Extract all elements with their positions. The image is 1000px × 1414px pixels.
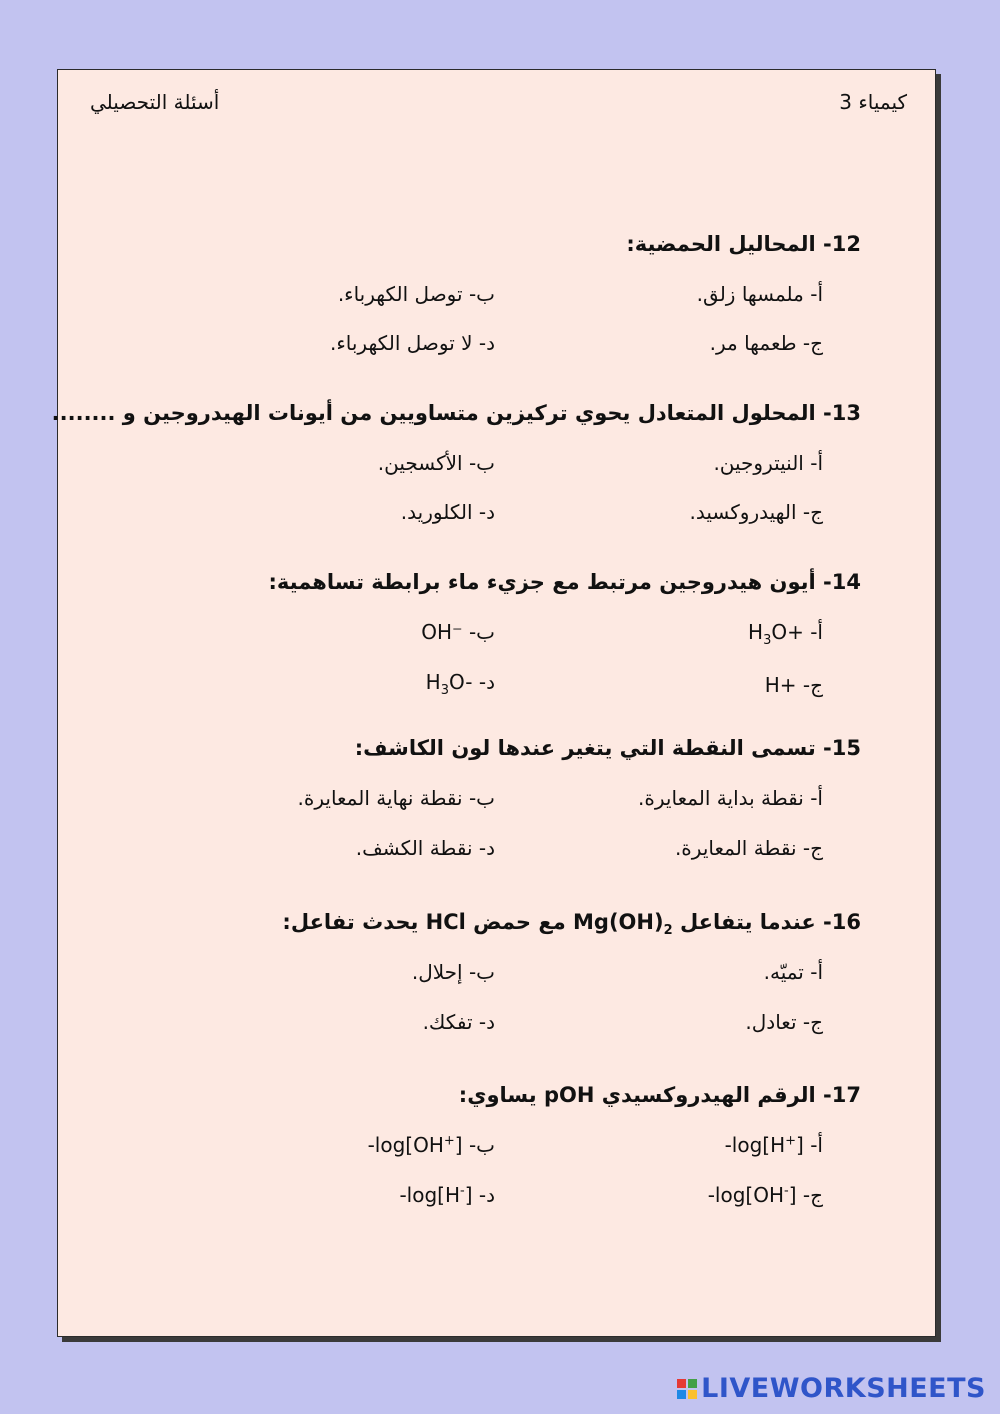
q14-option-d[interactable] [426, 670, 495, 698]
q12-option-c[interactable]: ج- طعمها مر. [709, 331, 823, 355]
q14-option-c[interactable] [765, 673, 823, 697]
section-title: أسئلة التحصيلي [90, 90, 220, 114]
q13-option-d[interactable]: د- الكلوريد. [400, 500, 495, 524]
question-17-stem: 17- الرقم الهيدروكسيدي pOH يساوي: [458, 1083, 861, 1107]
q17-option-c-prefix: ج- [802, 1183, 823, 1207]
q17-option-d-prefix: د- [478, 1183, 495, 1207]
q17-option-b-prefix: ب- [468, 1133, 495, 1157]
q15-option-a[interactable]: أ- نقطة بداية المعايرة. [638, 786, 823, 810]
question-14-stem: 14- أيون هيدروجين مرتبط مع جزيء ماء برابطة تساهمية: [268, 570, 861, 594]
question-15-stem: 15- تسمى النقطة التي يتغير عندها لون الكاشف: [354, 736, 861, 760]
q14-option-c-formula: H+ [764, 673, 797, 697]
hcl-formula: HCl [425, 910, 466, 934]
q17-option-b-formula: -log[OH+] [367, 1133, 463, 1157]
question-13-stem: 13- المحلول المتعادل يحوي تركيزين متساويين من أيونات الهيدروجين و ........ [51, 401, 861, 425]
magnesium-hydroxide-formula: $Mg(OH)_2$ [573, 910, 673, 939]
question-12-stem: 12- المحاليل الحمضية: [626, 232, 861, 256]
q16-option-b[interactable]: ب- إحلال. [411, 960, 495, 984]
q12-option-d[interactable]: د- لا توصل الكهرباء. [330, 331, 495, 355]
worksheet-page [51, 69, 936, 1337]
q16-option-c[interactable]: ج- تعادل. [745, 1010, 823, 1034]
q13-option-a[interactable]: أ- النيتروجين. [713, 451, 823, 475]
q17-option-d-formula: -log[H-] [399, 1183, 473, 1207]
q15-option-c[interactable]: ج- نقطة المعايرة. [674, 836, 823, 860]
q15-option-b[interactable]: ب- نقطة نهاية المعايرة. [297, 786, 495, 810]
liveworksheets-icon [677, 1379, 697, 1399]
q14-option-a-prefix: أ- [810, 620, 823, 644]
q17-option-b[interactable] [368, 1133, 495, 1157]
q14-option-b[interactable] [421, 620, 495, 644]
question-16-stem: 16- عندما يتفاعل $Mg(OH)_2$ مع حمض HCl يحدث تفاعل: [282, 910, 861, 939]
q14-option-d-formula: $H_3O-$ [425, 670, 473, 698]
q16-option-a[interactable]: أ- تميّه. [763, 960, 823, 984]
q14-option-a[interactable] [748, 620, 823, 648]
q17-option-d[interactable] [399, 1183, 495, 1207]
q15-option-d[interactable]: د- نقطة الكشف. [355, 836, 495, 860]
q17-option-a-prefix: أ- [810, 1133, 823, 1157]
poh-term: pOH [543, 1083, 595, 1107]
q16-option-d[interactable]: د- تفكك. [422, 1010, 495, 1034]
q13-option-b[interactable]: ب- الأكسجين. [377, 451, 495, 475]
q14-option-b-formula: OH⁻ [421, 620, 463, 644]
q17-option-c[interactable] [708, 1183, 823, 1207]
q14-option-d-prefix: د- [478, 670, 495, 694]
q14-option-b-prefix: ب- [468, 620, 495, 644]
q17-option-c-formula: -log[OH-] [707, 1183, 797, 1207]
q14-option-a-formula: $H_3O+$ [748, 620, 804, 648]
subject-title: كيمياء 3 [839, 90, 907, 114]
q12-option-a[interactable]: أ- ملمسها زلق. [696, 282, 823, 306]
brand-name: LIVEWORKSHEETS [701, 1373, 986, 1404]
q13-option-c[interactable]: ج- الهيدروكسيد. [689, 500, 823, 524]
liveworksheets-logo[interactable] [677, 1373, 986, 1404]
q17-option-a[interactable] [725, 1133, 823, 1157]
q17-option-a-formula: -log[H+] [724, 1133, 804, 1157]
q14-option-c-prefix: ج- [802, 673, 823, 697]
q12-option-b[interactable]: ب- توصل الكهرباء. [337, 282, 495, 306]
